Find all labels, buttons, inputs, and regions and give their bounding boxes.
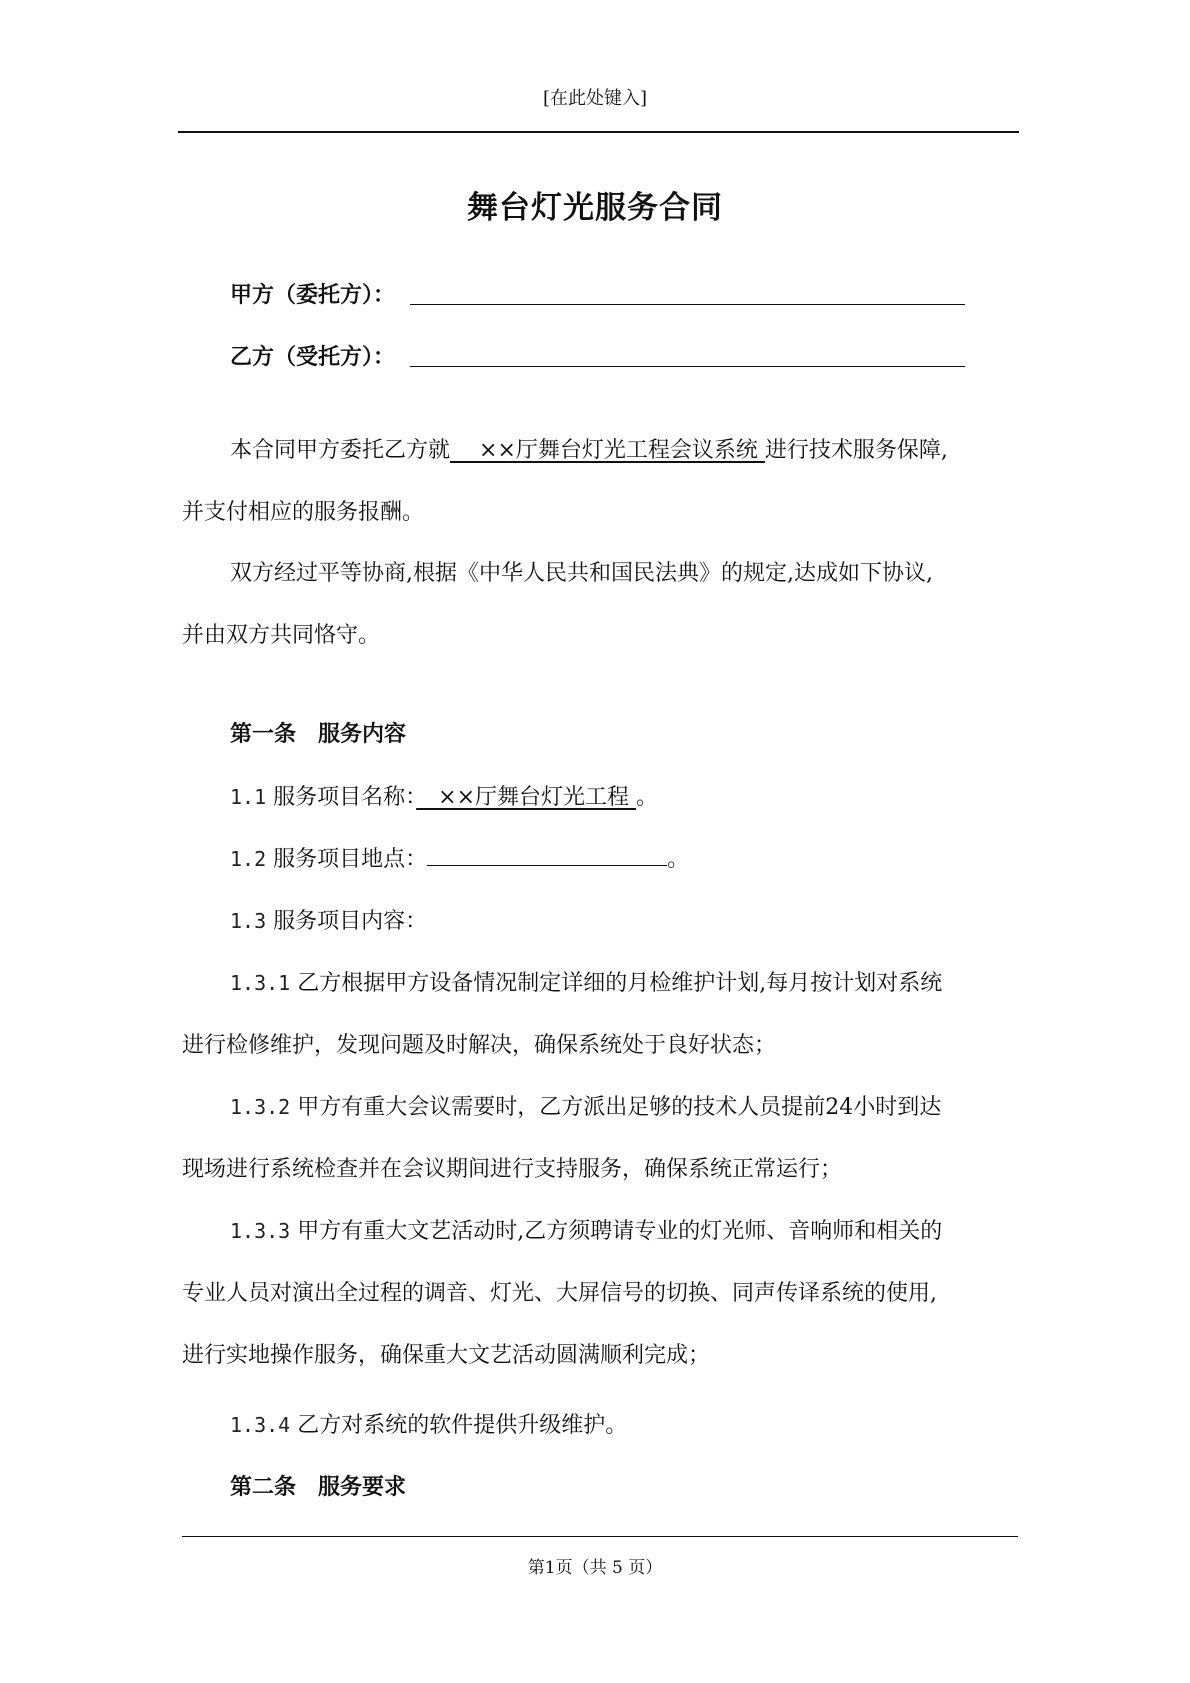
item-1-1: 1.1 服务项目名称： ××厅舞台灯光工程 。 (230, 785, 659, 810)
party-b-row (230, 340, 395, 371)
party-a-label: 甲方（委托方）： (230, 283, 396, 308)
header-placeholder[interactable]: [在此处键入] (542, 88, 648, 109)
item-1-3-4: 1.3.4 乙方对系统的软件提供升级维护。 (230, 1413, 628, 1438)
project-name-filled: ××厅舞台灯光工程会议系统 (450, 438, 765, 463)
party-b-blank-line[interactable] (410, 366, 965, 367)
item-1-3-3: 1.3.3 甲方有重大文艺活动时,乙方须聘请专业的灯光师、音响师和相关的 专业人员对演出全过程的调音、灯光、大屏信号的切换、同声传译系统的使用, 进行实地操作服务，确保重大文艺活动圆满顺利完成； (182, 1219, 943, 1368)
party-a-row (230, 278, 395, 309)
item-1-3: 1.3 服务项目内容： (230, 909, 428, 934)
footer-divider (182, 1536, 1018, 1537)
item-1-2: 1.2 服务项目地点： 。 (230, 842, 689, 873)
item-1-3-1: 1.3.1 乙方根据甲方设备情况制定详细的月检维护计划,每月按计划对系统 进行检修维护，发现问题及时解决，确保系统处于良好状态； (182, 971, 943, 1058)
service-location-blank[interactable] (427, 843, 667, 866)
document-title: 舞台灯光服务合同 (467, 190, 723, 226)
page-number: 第1页（共 5 页） (527, 1558, 663, 1578)
item-1-3-2: 1.3.2 甲方有重大会议需要时，乙方派出足够的技术人员提前24小时到达 现场进行系统检查并在会议期间进行支持服务，确保系统正常运行； (182, 1095, 942, 1182)
intro-paragraph-1: 本合同甲方委托乙方就 ××厅舞台灯光工程会议系统 进行技术服务保障, 并支付相应的服务报酬。 (182, 438, 948, 525)
party-b-label: 乙方（受托方）： (230, 345, 396, 370)
header-divider (178, 131, 1019, 133)
intro-paragraph-2: 双方经过平等协商,根据《中华人民共和国民法典》的规定,达成如下协议, 并由双方共同恪守。 (182, 561, 933, 648)
article-1-heading: 第一条 服务内容 (230, 722, 407, 747)
party-a-blank-line[interactable] (410, 304, 965, 305)
service-item-name: ××厅舞台灯光工程 (416, 785, 637, 810)
article-2-heading: 第二条 服务要求 (230, 1475, 407, 1500)
